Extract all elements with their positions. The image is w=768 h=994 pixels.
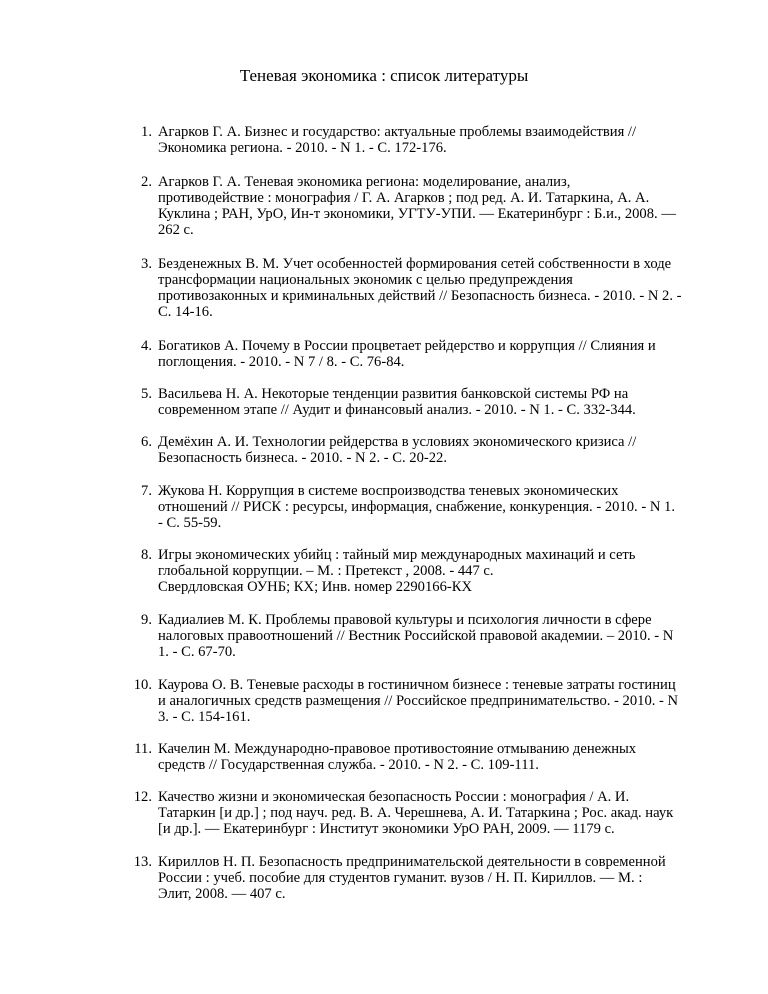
entry-number: 8. bbox=[141, 547, 152, 563]
entry-line: средств // Государственная служба. - 2010. - N 2. - С. 109-111. bbox=[158, 757, 539, 773]
entry-number: 6. bbox=[141, 434, 152, 450]
entry-number: 2. bbox=[141, 174, 152, 190]
entry-line: Куклина ; РАН, УрО, Ин-т экономики, УГТУ-УПИ. — Екатеринбург : Б.и., 2008. — bbox=[158, 206, 676, 222]
entry-number: 7. bbox=[141, 483, 152, 499]
entry-number: 1. bbox=[141, 124, 152, 140]
entry-line: и аналогичных средств размещения // Российское предпринимательство. - 2010. - N bbox=[158, 693, 679, 709]
entry-line: налоговых правоотношений // Вестник Российской правовой академии. – 2010. - N bbox=[158, 628, 674, 644]
entry-text bbox=[158, 677, 738, 725]
entry-number: 13. bbox=[133, 854, 152, 870]
entry-number: 5. bbox=[141, 386, 152, 402]
entry-line: Каурова О. В. Теневые расходы в гостиничном бизнесе : теневые затраты гостиниц bbox=[158, 677, 676, 693]
entry-line: Васильева Н. А. Некоторые тенденции развития банковской системы РФ на bbox=[158, 386, 629, 402]
entry-line: Игры экономических убийц : тайный мир международных махинаций и сеть bbox=[158, 547, 636, 563]
entry-line: трансформации национальных экономик с целью предупреждения bbox=[158, 272, 573, 288]
entry-line: Элит, 2008. — 407 с. bbox=[158, 886, 286, 902]
entry-line: современном этапе // Аудит и финансовый анализ. - 2010. - N 1. - С. 332-344. bbox=[158, 402, 636, 418]
entry-line: Качелин М. Международно-правовое противостояние отмыванию денежных bbox=[158, 741, 637, 757]
entry-line: Агарков Г. А. Бизнес и государство: актуальные проблемы взаимодействия // bbox=[158, 124, 637, 140]
entry-line: [и др.]. — Екатеринбург : Институт экономики УрО РАН, 2009. — 1179 с. bbox=[158, 821, 615, 837]
entry-line: глобальной коррупции. – М. : Претекст , 2008. - 447 с. bbox=[158, 563, 494, 579]
entry-line: Богатиков А. Почему в России процветает рейдерство и коррупция // Слияния и bbox=[158, 338, 656, 354]
entry-line: поглощения. - 2010. - N 7 / 8. - С. 76-84. bbox=[158, 354, 405, 370]
entry-line: России : учеб. пособие для студентов гуманит. вузов / Н. П. Кириллов. — М. : bbox=[158, 870, 643, 886]
entry-line: Татаркин [и др.] ; под науч. ред. В. А. Черешнева, А. И. Татаркина ; Рос. акад. наук bbox=[158, 805, 674, 821]
entry-text bbox=[158, 124, 738, 156]
entry-text bbox=[158, 789, 738, 837]
entry-text bbox=[158, 483, 738, 531]
entry-line: Демёхин А. И. Технологии рейдерства в условиях экономического кризиса // bbox=[158, 434, 637, 450]
entry-line: отношений // РИСК : ресурсы, информация, снабжение, конкуренция. - 2010. - N 1. bbox=[158, 499, 675, 515]
entry-text bbox=[158, 854, 738, 902]
entry-text bbox=[158, 547, 738, 595]
entry-text bbox=[158, 386, 738, 418]
entry-text bbox=[158, 256, 738, 320]
entry-number: 9. bbox=[141, 612, 152, 628]
entry-line: Жукова Н. Коррупция в системе воспроизводства теневых экономических bbox=[158, 483, 619, 499]
entry-line: 1. - С. 67-70. bbox=[158, 644, 236, 660]
entry-line: Агарков Г. А. Теневая экономика региона: моделирование, анализ, bbox=[158, 174, 571, 190]
entry-number: 12. bbox=[133, 789, 152, 805]
entry-number: 11. bbox=[134, 741, 152, 757]
entry-line: 262 с. bbox=[158, 222, 194, 238]
entry-line: Свердловская ОУНБ; КХ; Инв. номер 2290166-КХ bbox=[158, 579, 473, 595]
entry-line: Качество жизни и экономическая безопасность России : монография / А. И. bbox=[158, 789, 630, 805]
entry-line: 3. - С. 154-161. bbox=[158, 709, 251, 725]
entry-text bbox=[158, 741, 738, 773]
entry-number: 4. bbox=[141, 338, 152, 354]
entry-text bbox=[158, 338, 738, 370]
entry-line: Кириллов Н. П. Безопасность предпринимательской деятельности в современной bbox=[158, 854, 666, 870]
entry-line: Экономика региона. - 2010. - N 1. - С. 172-176. bbox=[158, 140, 447, 156]
entry-number: 10. bbox=[133, 677, 152, 693]
entry-line: противозаконных и криминальных действий // Безопасность бизнеса. - 2010. - N 2. - bbox=[158, 288, 682, 304]
entry-text bbox=[158, 174, 738, 238]
entry-line: - С. 55-59. bbox=[158, 515, 222, 531]
entry-text bbox=[158, 434, 738, 466]
entry-line: Безденежных В. М. Учет особенностей формирования сетей собственности в ходе bbox=[158, 256, 672, 272]
page-title: Теневая экономика : список литературы bbox=[239, 66, 529, 85]
entry-line: Безопасность бизнеса. - 2010. - N 2. - С. 20-22. bbox=[158, 450, 448, 466]
entry-text bbox=[158, 612, 738, 660]
entry-line: С. 14-16. bbox=[158, 304, 213, 320]
entry-line: Кадиалиев М. К. Проблемы правовой культуры и психология личности в сфере bbox=[158, 612, 652, 628]
entry-number: 3. bbox=[141, 256, 152, 272]
entry-line: противодействие : монография / Г. А. Агарков ; под ред. А. И. Татаркина, А. А. bbox=[158, 190, 650, 206]
